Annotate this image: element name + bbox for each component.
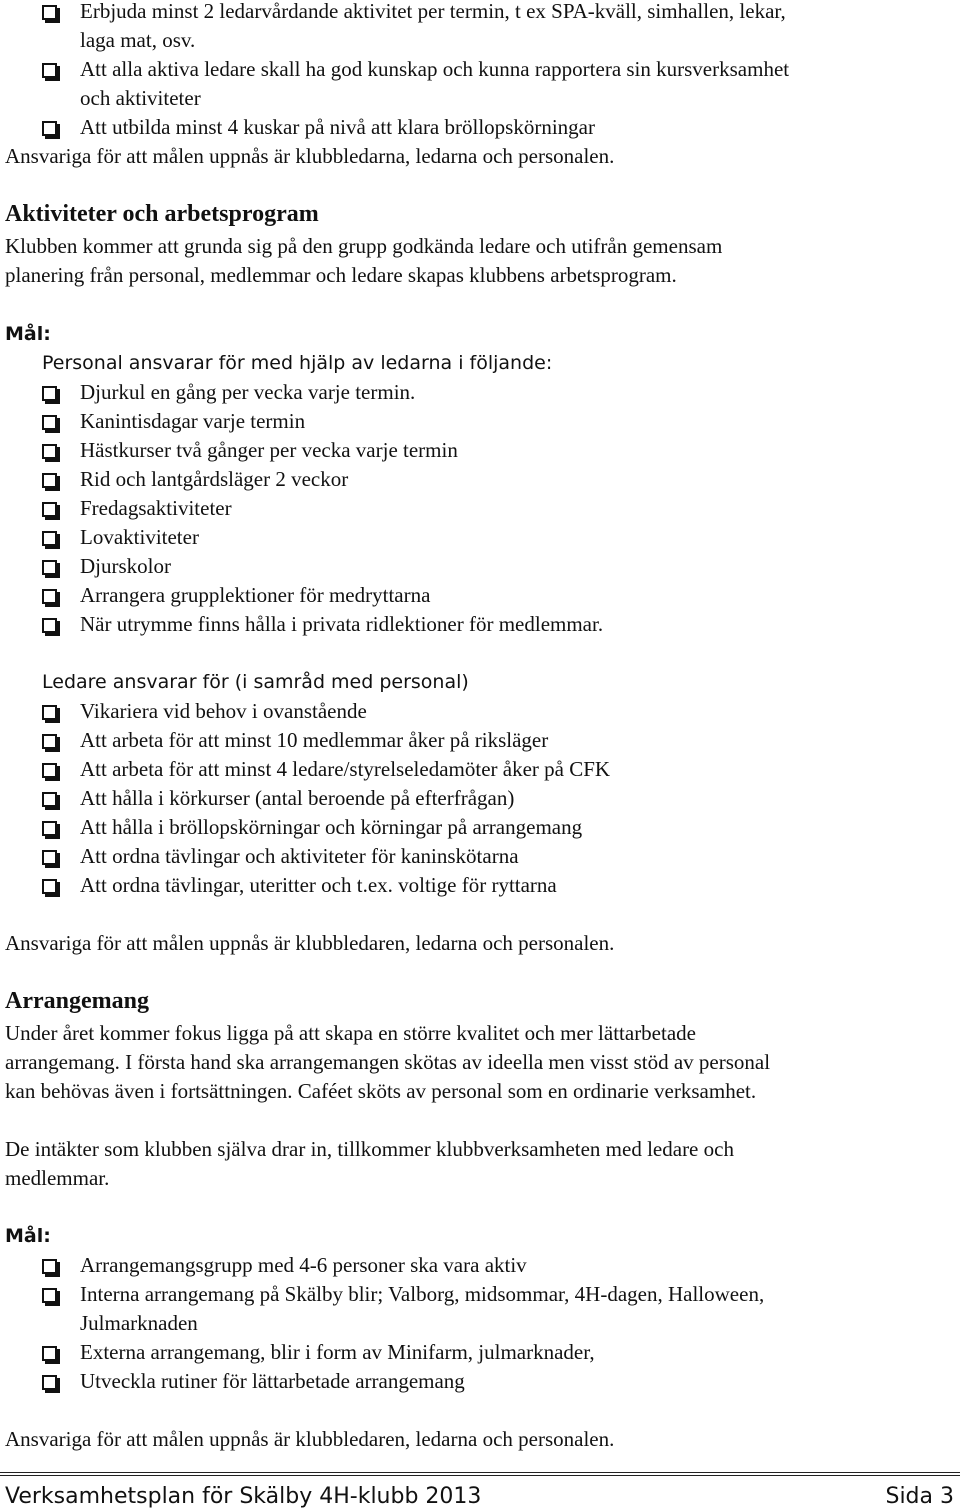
checkbox-icon	[42, 560, 57, 575]
list-item: Kanintisdagar varje termin	[80, 409, 306, 433]
goals-label: Mål:	[5, 1225, 51, 1247]
list-item: Interna arrangemang på Skälby blir; Valborg, midsommar, 4H-dagen, Halloween,	[80, 1282, 765, 1306]
list-item: Arrangemangsgrupp med 4-6 personer ska vara aktiv	[80, 1253, 527, 1277]
list-item: Att alla aktiva ledare skall ha god kunskap och kunna rapportera sin kursverksamhet	[80, 57, 790, 81]
list-item: Externa arrangemang, blir i form av Minifarm, julmarknader,	[80, 1340, 595, 1364]
list-item-continuation: laga mat, osv.	[80, 28, 196, 52]
paragraph-line: kan behövas även i fortsättningen. Caféet sköts av personal som en ordinarie verksamhet.	[5, 1079, 757, 1103]
list-item: Att hålla i körkurser (antal beroende på efterfrågan)	[80, 786, 515, 810]
list-item: Utveckla rutiner för lättarbetade arrangemang	[80, 1369, 465, 1393]
section-heading-activities: Aktiviteter och arbetsprogram	[5, 201, 319, 227]
checkbox-icon	[42, 792, 57, 807]
list-item: Att ordna tävlingar och aktiviteter för kaninskötarna	[80, 844, 519, 868]
paragraph-line: planering från personal, medlemmar och ledare skapas klubbens arbetsprogram.	[5, 263, 677, 287]
checkbox-icon	[42, 589, 57, 604]
checkbox-icon	[42, 734, 57, 749]
list-item: Erbjuda minst 2 ledarvårdande aktivitet per termin, t ex SPA-kväll, simhallen, lekar,	[80, 0, 786, 23]
checkbox-icon	[42, 63, 57, 78]
list-item-continuation: Julmarknaden	[80, 1311, 198, 1335]
checkbox-icon	[42, 531, 57, 546]
footer-title: Verksamhetsplan för Skälby 4H-klubb 2013	[5, 1484, 482, 1509]
page-number: Sida 3	[885, 1484, 954, 1509]
checkbox-icon	[42, 763, 57, 778]
list-item: Djurkul en gång per vecka varje termin.	[80, 380, 416, 404]
section-heading-events: Arrangemang	[5, 988, 149, 1014]
paragraph-line: De intäkter som klubben själva drar in, tillkommer klubbverksamheten med ledare och	[5, 1137, 734, 1161]
subheading-staff: Personal ansvarar för med hjälp av ledarna i följande:	[42, 352, 553, 374]
list-item: Att hålla i bröllopskörningar och körningar på arrangemang	[80, 815, 583, 839]
responsibility-text: Ansvariga för att målen uppnås är klubbledaren, ledarna och personalen.	[5, 931, 615, 955]
list-item: Arrangera grupplektioner för medryttarna	[80, 583, 431, 607]
list-item: Fredagsaktiviteter	[80, 496, 232, 520]
list-item: Rid och lantgårdsläger 2 veckor	[80, 467, 349, 491]
checkbox-icon	[42, 1259, 57, 1274]
list-item: Att arbeta för att minst 10 medlemmar åker på riksläger	[80, 728, 549, 752]
list-item: Lovaktiviteter	[80, 525, 199, 549]
checkbox-icon	[42, 850, 57, 865]
responsibility-text: Ansvariga för att målen uppnås är klubbledarna, ledarna och personalen.	[5, 144, 615, 168]
checkbox-icon	[42, 386, 57, 401]
checkbox-icon	[42, 879, 57, 894]
goals-label: Mål:	[5, 323, 51, 345]
subheading-leaders: Ledare ansvarar för (i samråd med personal)	[42, 671, 469, 693]
checkbox-icon	[42, 618, 57, 633]
checkbox-icon	[42, 1288, 57, 1303]
paragraph-line: Under året kommer fokus ligga på att skapa en större kvalitet och mer lättarbetade	[5, 1021, 696, 1045]
paragraph-line: arrangemang. I första hand ska arrangemangen skötas av ideella men visst stöd av personal	[5, 1050, 771, 1074]
paragraph-line: medlemmar.	[5, 1166, 110, 1190]
list-item: När utrymme finns hålla i privata ridlektioner för medlemmar.	[80, 612, 604, 636]
checkbox-icon	[42, 1346, 57, 1361]
responsibility-text: Ansvariga för att målen uppnås är klubbledaren, ledarna och personalen.	[5, 1427, 615, 1451]
list-item: Djurskolor	[80, 554, 171, 578]
checkbox-icon	[42, 1375, 57, 1390]
checkbox-icon	[42, 705, 57, 720]
list-item: Att arbeta för att minst 4 ledare/styrelseledamöter åker på CFK	[80, 757, 611, 781]
list-item-continuation: och aktiviteter	[80, 86, 201, 110]
checkbox-icon	[42, 444, 57, 459]
footer-divider	[0, 1472, 960, 1473]
footer-divider	[0, 1475, 960, 1476]
paragraph-line: Klubben kommer att grunda sig på den grupp godkända ledare och utifrån gemensam	[5, 234, 723, 258]
checkbox-icon	[42, 473, 57, 488]
checkbox-icon	[42, 121, 57, 136]
list-item: Att utbilda minst 4 kuskar på nivå att klara bröllopskörningar	[80, 115, 595, 139]
checkbox-icon	[42, 502, 57, 517]
checkbox-icon	[42, 821, 57, 836]
list-item: Vikariera vid behov i ovanstående	[80, 699, 367, 723]
list-item: Hästkurser två gånger per vecka varje termin	[80, 438, 458, 462]
checkbox-icon	[42, 5, 57, 20]
list-item: Att ordna tävlingar, uteritter och t.ex. voltige för ryttarna	[80, 873, 557, 897]
checkbox-icon	[42, 415, 57, 430]
